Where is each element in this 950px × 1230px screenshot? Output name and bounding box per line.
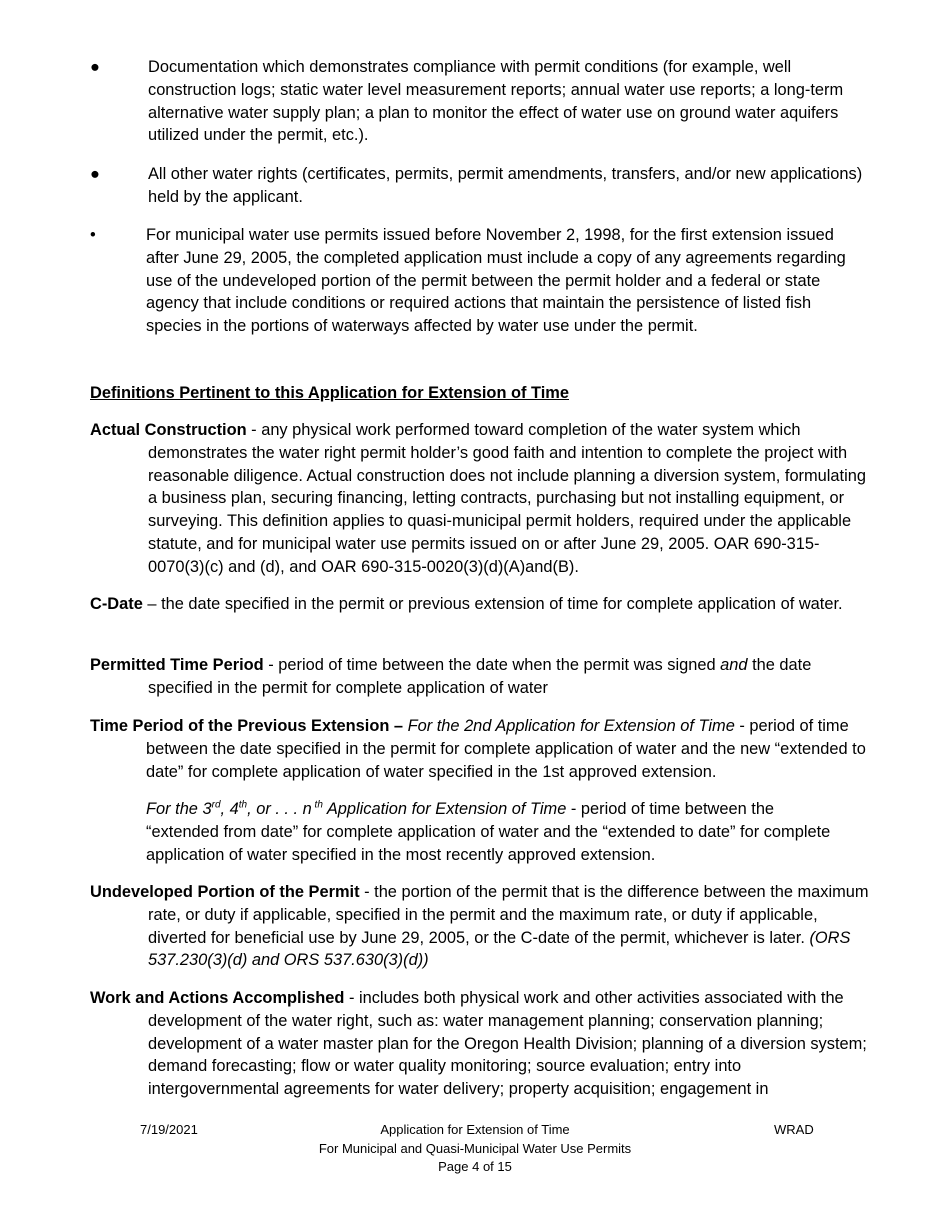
definition-previous-extension: Time Period of the Previous Extension – For the 2nd Application for Extension of Time - period of time between the date specified in the permit for complete application of water and the new “extended to date” for complete application of water specified in the 1st approved extension. <box>90 717 866 781</box>
definition-term: Actual Construction <box>90 421 247 439</box>
footer-code: WRAD <box>774 1122 814 1137</box>
definition-text: includes both physical work and other activities associated with the development of the water right, such as: water management planning; conservation planning; development of a water master plan for the Oregon Health Division; planning of a diversion system; demand forecasting; flow or water quality monitoring; source evaluation; entry into intergovernmental agreements for water delivery; property acquisition; engagement in <box>148 989 867 1099</box>
page-number: Page 4 of 15 <box>438 1159 512 1174</box>
bullet-item <box>90 163 870 209</box>
definition-term: Undeveloped Portion of the Permit <box>90 883 360 901</box>
bullet-text: All other water rights (certificates, permits, permit amendments, transfers, and/or new applications) held by the applicant. <box>148 165 863 206</box>
bullet-item <box>90 56 870 147</box>
definition-term: Permitted Time Period <box>90 656 264 674</box>
definition-text: the date specified in the permit or previous extension of time for complete application of water. <box>161 595 843 613</box>
definition-work-actions: Work and Actions Accomplished - includes both physical work and other activities associated with the development of the water right, such as: water management planning; conservation planning; development of a water master plan for the Oregon Health Division; planning of a diversion system; demand forecasting; flow or water quality monitoring; source evaluation; entry into intergovernmental agreements for water delivery; property acquisition; engagement in <box>90 989 867 1099</box>
definition-text: - period of time between the date specified in the permit for complete application of water and the new “extended to date” for complete application of water specified in the 1st approved extension. <box>146 717 866 781</box>
definition-undeveloped-portion: Undeveloped Portion of the Permit - the portion of the permit that is the difference between the maximum rate, or duty if applicable, specified in the permit and the maximum rate, or duty if applicable, diverted for beneficial use by June 29, 2005, or the C-date of the permit, whichever is later. (ORS 537.230(3)(d) and ORS 537.630(3)(d)) <box>90 883 869 970</box>
definition-text: the portion of the permit that is the difference between the maximum rate, or duty if applicable, specified in the permit and the maximum rate, or duty if applicable, diverted for beneficial use by June 29, 2005, or the C-date of the permit, whichever is later. <box>148 883 869 947</box>
bullet-icon: ● <box>90 165 100 183</box>
definition-actual-construction: Actual Construction - any physical work performed toward completion of the water system which demonstrates the water right permit holder’s good faith and intention to complete the project with reasonable diligence. Actual construction does not include planning a diversion system, formulating a business plan, securing financing, letting contracts, purchasing but not installing equipment, or surveying. This definition applies to quasi-municipal permit holders, required under the applicable statute, and for municipal water use permits issued on or after June 29, 2005. OAR 690-315-0070(3)(c) and (d), and OAR 690-315-0020(3)(d)(A)and(B). <box>90 421 866 576</box>
bullet-text: Documentation which demonstrates compliance with permit conditions (for example, well construction logs; static water level measurement reports; annual water use reports; a long-term alternative water supply plan; a plan to monitor the effect of water use on ground water aquifers utilized under the permit, etc.). <box>148 58 844 145</box>
definition-term: C-Date <box>90 595 143 613</box>
footer-subtitle: For Municipal and Quasi-Municipal Water Use Permits <box>318 1140 632 1156</box>
definition-c-date: C-Date – the date specified in the permit or previous extension of time for complete application of water. <box>90 595 843 613</box>
section-heading: Definitions Pertinent to this Application for Extension of Time <box>90 384 569 402</box>
definition-term: Time Period of the Previous Extension – <box>90 717 404 735</box>
bullet-icon: • <box>90 226 96 244</box>
definition-subsequent-extension: For the 3rd, 4th, or . . . n $^{th}$ Application for Extension of Time - period of time between the “extended from date” for complete application of water and the “extended to date” for complete application of water specified in the most recently approved extension. <box>146 799 831 864</box>
footer-title: Application for Extension of Time <box>380 1122 570 1137</box>
bullet-icon: ● <box>90 58 100 76</box>
bullet-item <box>90 224 870 338</box>
definition-term: Work and Actions Accomplished <box>90 989 345 1007</box>
footer-date: 7/19/2021 <box>140 1122 198 1137</box>
bullet-text: For municipal water use permits issued before November 2, 1998, for the first extension issued after June 29, 2005, the completed application must include a copy of any agreements regarding use of the undeveloped portion of the permit between the permit holder and a federal or state agency that include conditions or required actions that maintain the persistence of listed fish species in the portions of waterways affected by water use under the permit. <box>146 226 846 336</box>
citation: (ORS 537.230(3)(d) and ORS 537.630(3)(d)) <box>148 928 851 970</box>
definition-text: any physical work performed toward completion of the water system which demonstrates the water right permit holder’s good faith and intention to complete the project with reasonable diligence. Actual construction does not include planning a diversion system, formulating a business plan, securing financing, letting contracts, purchasing but not installing equipment, or surveying. This definition applies to quasi-municipal permit holders, required under the applicable statute, and for municipal water use permits issued on or after June 29, 2005. OAR 690-315-0070(3)(c) and (d), and OAR 690-315-0020(3)(d)(A)and(B). <box>148 421 866 576</box>
definition-permitted-time-period: Permitted Time Period - period of time between the date when the permit was signed and the date specified in the permit for complete application of water <box>90 656 812 697</box>
